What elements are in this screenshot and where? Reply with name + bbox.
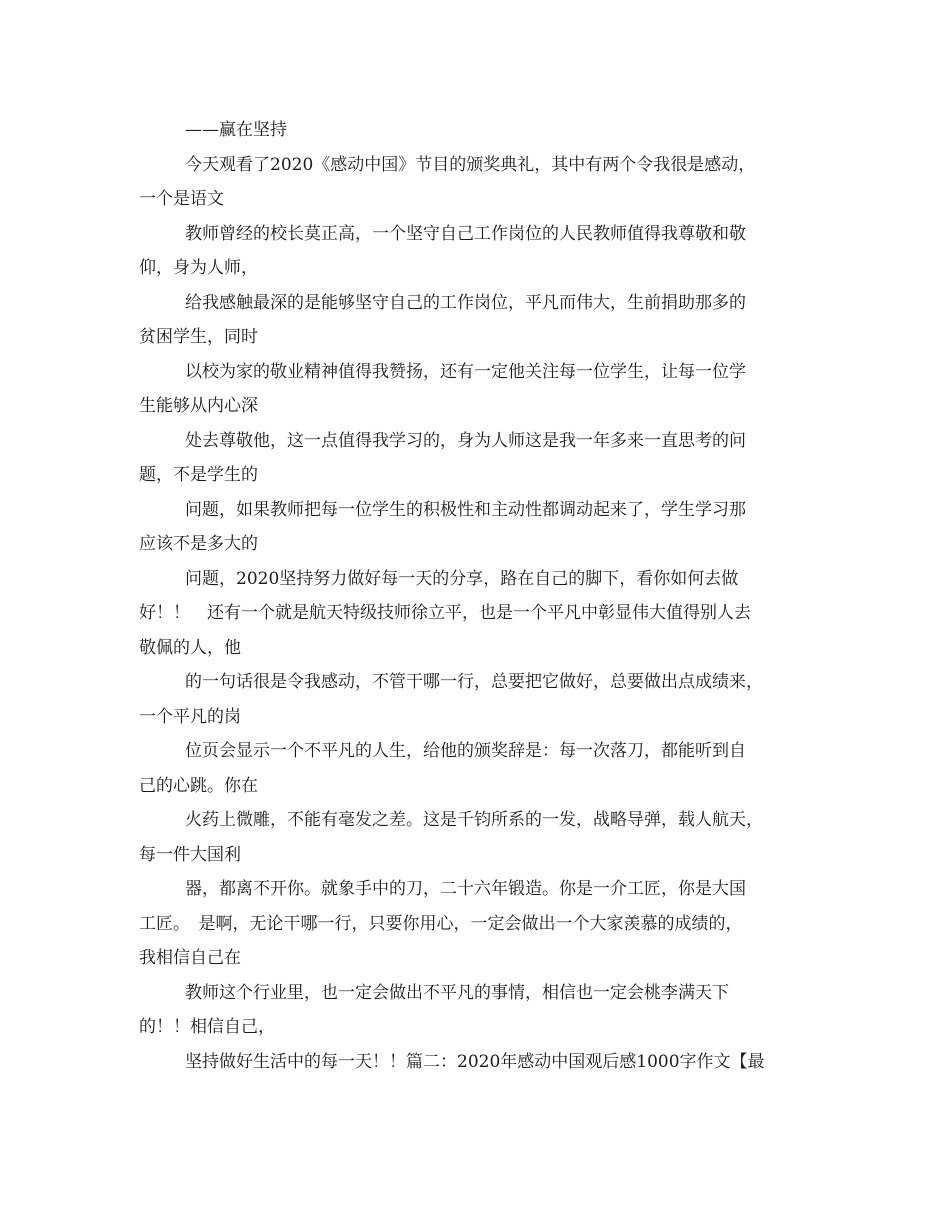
text-line: 问题，2020坚持努力做好每一天的分享，路在自己的脚下，看你如何去做 — [185, 568, 739, 589]
text-line: 坚持做好生活中的每一天！！篇二：2020年感动中国观后感1000字作文【最 — [185, 1051, 765, 1072]
text-line: 敬佩的人，他 — [139, 637, 241, 658]
text-line: 贫困学生，同时 — [139, 327, 258, 347]
text-line: 的！！相信自己， — [139, 1017, 275, 1037]
text-line: ——赢在坚持 — [185, 120, 287, 140]
text-line: 教师这个行业里，也一定会做出不平凡的事情，相信也一定会桃李满天下 — [185, 982, 729, 1003]
text-line: 教师曾经的校长莫正高，一个坚守自己工作岗位的人民教师值得我尊敬和敬 — [185, 223, 746, 244]
document-body — [139, 113, 819, 1079]
text-line: 一个平凡的岗 — [139, 706, 241, 727]
text-line: 位页会显示一个不平凡的人生，给他的颁奖辞是：每一次落刀，都能听到自 — [185, 741, 746, 761]
text-line: 好！！ 还有一个就是航天特级技师徐立平，也是一个平凡中彰显伟大值得别人去 — [139, 603, 751, 623]
text-line: 的一句话很是令我感动，不管干哪一行，总要把它做好，总要做出点成绩来， — [185, 672, 763, 692]
text-line: 我相信自己在 — [139, 948, 241, 968]
text-line: 每一件大国利 — [139, 844, 241, 865]
text-line: 一个是语文 — [139, 189, 224, 209]
text-line: 己的心跳。你在 — [139, 775, 258, 796]
text-line: 以校为家的敬业精神值得我赞扬，还有一定他关注每一位学生，让每一位学 — [185, 361, 746, 382]
text-line: 应该不是多大的 — [139, 534, 258, 554]
text-line: 问题，如果教师把每一位学生的积极性和主动性都调动起来了，学生学习那 — [185, 499, 746, 520]
text-line: 器，都离不开你。就象手中的刀，二十六年锻造。你是一介工匠，你是大国 — [185, 879, 746, 899]
text-line: 处去尊敬他，这一点值得我学习的，身为人师这是我一年多来一直思考的问 — [185, 430, 746, 451]
text-line: 工匠。 是啊，无论干哪一行，只要你用心，一定会做出一个大家羡慕的成绩的， — [139, 913, 743, 934]
text-line: 题，不是学生的 — [139, 465, 258, 485]
text-line: 生能够从内心深 — [139, 396, 258, 416]
text-line: 给我感触最深的是能够坚守自己的工作岗位，平凡而伟大，生前捐助那多的 — [185, 292, 746, 313]
text-line: 火药上微雕，不能有毫发之差。这是千钧所系的一发，战略导弹，载人航天， — [185, 810, 763, 830]
text-line: 仰，身为人师， — [139, 258, 258, 278]
text-line: 今天观看了2020《感动中国》节目的颁奖典礼，其中有两个令我很是感动， — [185, 154, 756, 175]
